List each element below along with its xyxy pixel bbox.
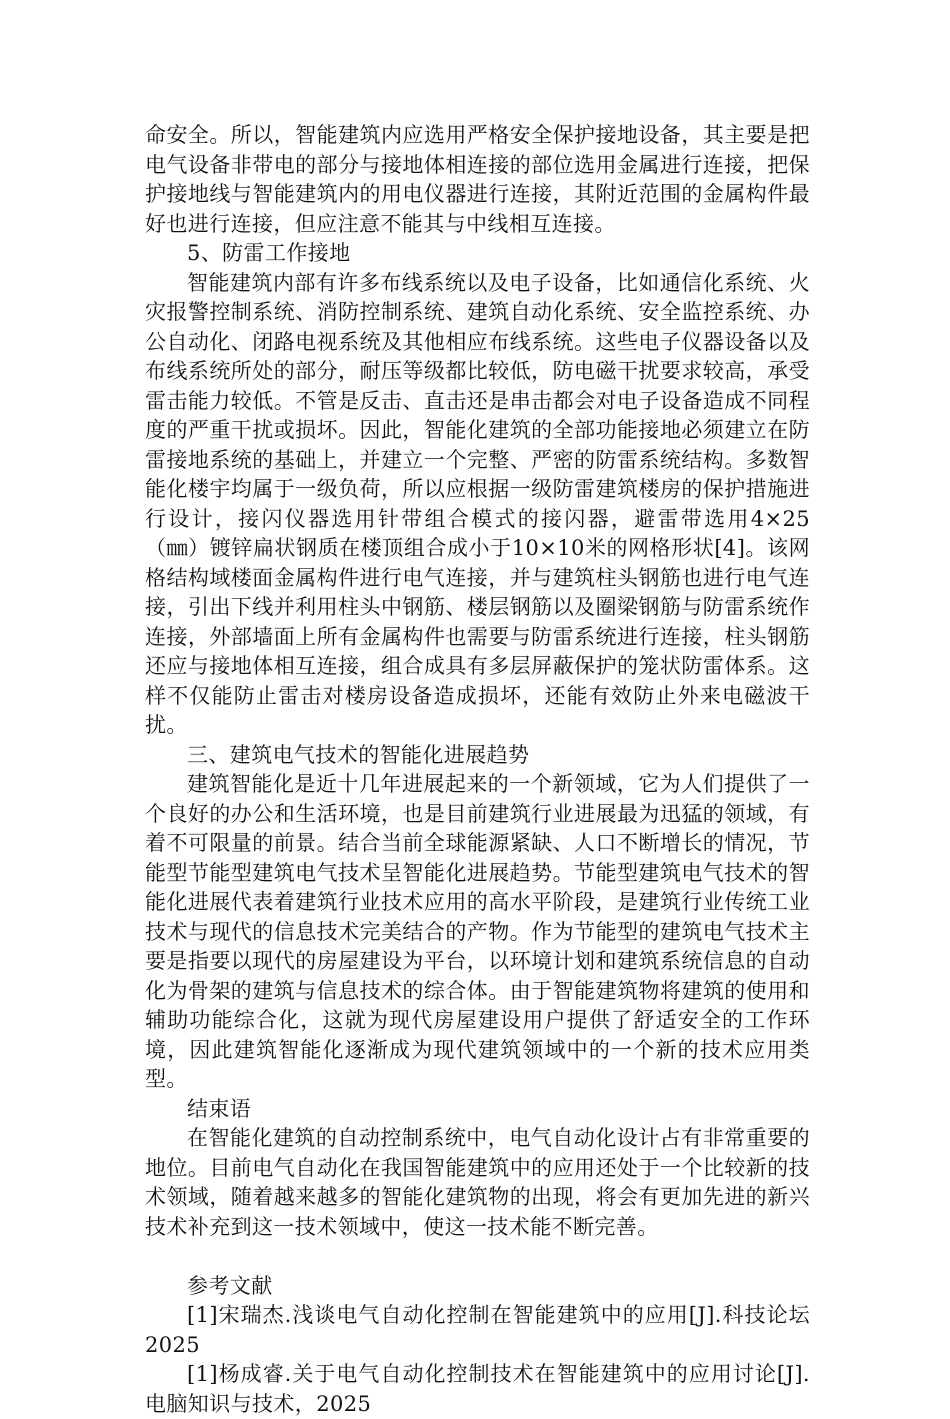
paragraph-continuation: 命安全。所以，智能建筑内应选用严格安全保护接地设备，其主要是把电气设备非带电的部分与接地体相连接的部位选用金属进行连接，把保护接地线与智能建筑内的用电仪器进行连接，其附近范围的金属构件最好也进行连接，但应注意不能其与中线相互连接。 (145, 123, 810, 236)
references-heading: 参考文献 (187, 1273, 273, 1298)
section-heading-lightning-grounding: 5、防雷工作接地 (187, 241, 351, 265)
section-heading-conclusion: 结束语 (187, 1096, 252, 1121)
paragraph-trends: 建筑智能化是近十几年进展起来的一个新领域，它为人们提供了一个良好的办公和生活环境，也是目前建筑行业进展最为迅猛的领域，有着不可限量的前景。结合当前全球能源紧缺、人口不断增长的情况，节能型节能型建筑电气技术呈智能化进展趋势。节能型建筑电气技术的智能化进展代表着建筑行业技术应用的高水平阶段，是建筑行业传统工业技术与现代的信息技术完美结合的产物。作为节能型的建筑电气技术主要是指要以现代的房屋建设为平台，以环境计划和建筑系统信息的自动化为骨架的建筑与信息技术的综合体。由于智能建筑物将建筑的使用和辅助功能综合化，这就为现代房屋建设用户提供了舒适安全的工作环境，因此建筑智能化逐渐成为现代建筑领域中的一个新的技术应用类型。 (145, 772, 810, 1091)
paragraph-lightning-protection: 智能建筑内部有许多布线系统以及电子设备，比如通信化系统、火灾报警控制系统、消防控制系统、建筑自动化系统、安全监控系统、办公自动化、闭路电视系统及其他相应布线系统。这些电子仪器设备以及布线系统所处的部分，耐压等级都比较低，防电磁干扰要求较高，承受雷击能力较低。不管是反击、直击还是串击都会对电子设备造成不同程度的严重干扰或损坏。因此，智能化建筑的全部功能接地必须建立在防雷接地系统的基础上，并建立一个完整、严密的防雷系统结构。多数智能化楼宇均属于一级负荷，所以应根据一级防雷建筑楼房的保护措施进行设计，接闪仪器选用针带组合模式的接闪器，避雷带选用4×25（㎜）镀锌扁状钢质在楼顶组合成小于10×10米的网格形状[4]。该网格结构域楼面金属构件进行电气连接，并与建筑柱头钢筋也进行电气连接，引出下线并利用柱头中钢筋、楼层钢筋以及圈梁钢筋与防雷系统作连接，外部墙面上所有金属构件也需要与防雷系统进行连接，柱头钢筋还应与接地体相互连接，组合成具有多层屏蔽保护的笼状防雷体系。这样不仅能防止雷击对楼房设备造成损坏，还能有效防止外来电磁波干扰。 (145, 270, 810, 737)
section-heading-trends: 三、建筑电气技术的智能化进展趋势 (187, 742, 530, 767)
paragraph-conclusion: 在智能化建筑的自动控制系统中，电气自动化设计占有非常重要的地位。目前电气自动化在我国智能建筑中的应用还处于一个比较新的技术领域，随着越来越多的智能化建筑物的出现，将会有更加先进的新兴技术补充到这一技术领域中，使这一技术能不断完善。 (145, 1126, 810, 1239)
blank-line (145, 1242, 810, 1272)
reference-item-2: [1]杨成睿.关于电气自动化控制技术在智能建筑中的应用讨论[J].电脑知识与技术，2025 (145, 1362, 810, 1416)
reference-item-1: [1]宋瑞杰.浅谈电气自动化控制在智能建筑中的应用[J].科技论坛2025 (145, 1303, 810, 1357)
document-body (145, 121, 810, 1419)
